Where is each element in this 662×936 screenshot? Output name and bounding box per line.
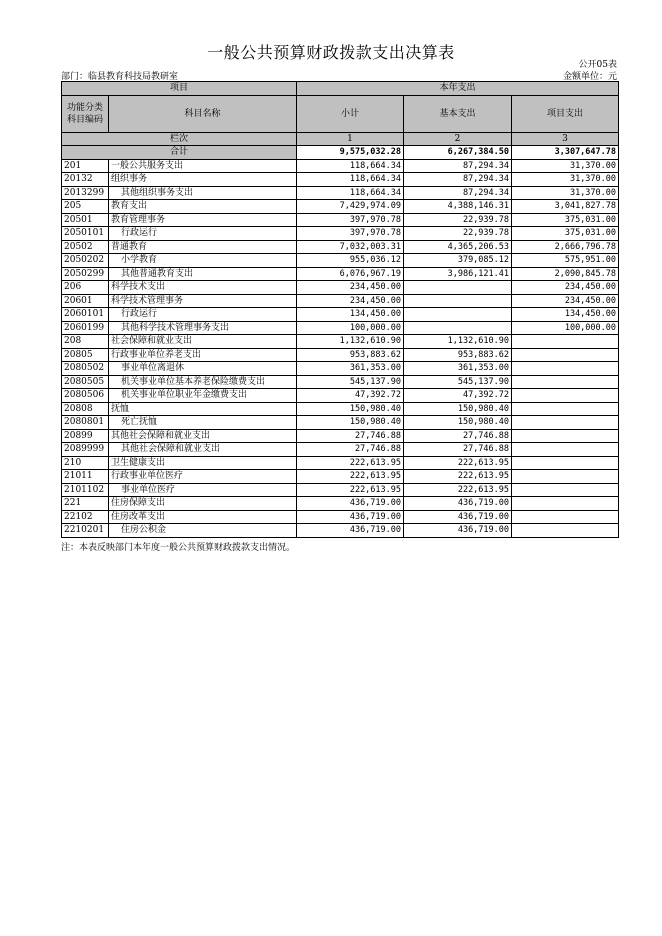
row-name: 住房保障支出 (109, 497, 297, 511)
row-project: 375,031.00 (512, 227, 619, 241)
row-code: 20805 (62, 348, 109, 362)
row-name: 教育支出 (109, 200, 297, 214)
row-project (512, 402, 619, 416)
row-basic: 1,132,610.90 (404, 335, 512, 349)
row-subtotal: 361,353.00 (297, 362, 404, 376)
row-basic: 87,294.34 (404, 159, 512, 173)
header-item: 项目 (62, 82, 297, 96)
department-label: 部门：临县教育科技局教研室 (61, 72, 179, 82)
row-code: 22102 (62, 510, 109, 524)
row-basic: 953,883.62 (404, 348, 512, 362)
row-subtotal: 397,970.78 (297, 227, 404, 241)
row-name: 抚恤 (109, 402, 297, 416)
row-subtotal: 150,980.40 (297, 416, 404, 430)
row-project: 575,951.00 (512, 254, 619, 268)
row-basic (404, 294, 512, 308)
row-project (512, 416, 619, 430)
row-basic: 436,719.00 (404, 497, 512, 511)
total-row (62, 146, 619, 160)
row-subtotal: 545,137.90 (297, 375, 404, 389)
row-name: 行政运行 (109, 227, 297, 241)
row-project (512, 456, 619, 470)
row-subtotal: 118,664.34 (297, 186, 404, 200)
row-name: 事业单位离退休 (109, 362, 297, 376)
row-name: 其他科学技术管理事务支出 (109, 321, 297, 335)
row-name: 教育管理事务 (109, 213, 297, 227)
row-name: 死亡抚恤 (109, 416, 297, 430)
row-code: 20501 (62, 213, 109, 227)
row-project: 31,370.00 (512, 159, 619, 173)
row-subtotal: 436,719.00 (297, 510, 404, 524)
table-row (62, 294, 619, 308)
row-name: 行政事业单位养老支出 (109, 348, 297, 362)
row-project: 234,450.00 (512, 294, 619, 308)
row-basic: 222,613.95 (404, 470, 512, 484)
table-row (62, 213, 619, 227)
row-project: 134,450.00 (512, 308, 619, 322)
row-name: 小学教育 (109, 254, 297, 268)
row-basic (404, 321, 512, 335)
row-subtotal: 7,429,974.09 (297, 200, 404, 214)
table-row (62, 240, 619, 254)
row-basic: 545,137.90 (404, 375, 512, 389)
table-row (62, 254, 619, 268)
row-basic: 379,085.12 (404, 254, 512, 268)
col-number-1: 1 (297, 132, 404, 146)
table-row (62, 443, 619, 457)
total-project: 3,307,647.78 (512, 146, 619, 160)
row-code: 2050299 (62, 267, 109, 281)
row-subtotal: 222,613.95 (297, 456, 404, 470)
total-basic: 6,267,384.50 (404, 146, 512, 160)
row-code: 210 (62, 456, 109, 470)
total-subtotal: 9,575,032.28 (297, 146, 404, 160)
row-basic: 87,294.34 (404, 173, 512, 187)
row-subtotal: 150,980.40 (297, 402, 404, 416)
row-name: 行政运行 (109, 308, 297, 322)
row-subtotal: 27,746.88 (297, 443, 404, 457)
row-subtotal: 6,076,967.19 (297, 267, 404, 281)
table-row (62, 267, 619, 281)
row-subtotal: 955,036.12 (297, 254, 404, 268)
row-name: 其他社会保障和就业支出 (109, 429, 297, 443)
row-project: 2,666,796.78 (512, 240, 619, 254)
row-code: 2013299 (62, 186, 109, 200)
row-subtotal: 118,664.34 (297, 159, 404, 173)
row-basic: 27,746.88 (404, 443, 512, 457)
row-subtotal: 100,000.00 (297, 321, 404, 335)
row-subtotal: 953,883.62 (297, 348, 404, 362)
row-project (512, 497, 619, 511)
footnote: 注：本表反映部门本年度一般公共预算财政拨款支出情况。 (61, 543, 296, 553)
table-row (62, 186, 619, 200)
row-basic: 3,986,121.41 (404, 267, 512, 281)
row-project (512, 483, 619, 497)
table-row (62, 375, 619, 389)
expenditure-table (61, 81, 619, 538)
table-row (62, 402, 619, 416)
table-row (62, 456, 619, 470)
form-number: 公开05表 (578, 60, 617, 70)
table-row (62, 524, 619, 538)
row-name: 行政事业单位医疗 (109, 470, 297, 484)
table-row (62, 281, 619, 295)
row-subtotal: 222,613.95 (297, 470, 404, 484)
row-subtotal: 234,450.00 (297, 294, 404, 308)
table-row (62, 416, 619, 430)
row-project: 100,000.00 (512, 321, 619, 335)
row-name: 普通教育 (109, 240, 297, 254)
row-basic: 361,353.00 (404, 362, 512, 376)
header-row-2 (62, 95, 619, 132)
col-number-2: 2 (404, 132, 512, 146)
row-code: 221 (62, 497, 109, 511)
row-project: 31,370.00 (512, 173, 619, 187)
row-project (512, 470, 619, 484)
table-row (62, 470, 619, 484)
row-project (512, 389, 619, 403)
row-basic: 87,294.34 (404, 186, 512, 200)
row-subtotal: 436,719.00 (297, 497, 404, 511)
row-subtotal: 134,450.00 (297, 308, 404, 322)
header-row-1 (62, 82, 619, 96)
column-number-label: 栏次 (62, 132, 297, 146)
row-project: 3,041,827.78 (512, 200, 619, 214)
row-code: 20808 (62, 402, 109, 416)
table-row (62, 321, 619, 335)
row-basic: 47,392.72 (404, 389, 512, 403)
row-code: 2080502 (62, 362, 109, 376)
row-basic: 22,939.78 (404, 213, 512, 227)
row-project (512, 429, 619, 443)
row-subtotal: 234,450.00 (297, 281, 404, 295)
header-subject-name: 科目名称 (109, 95, 297, 132)
row-basic: 436,719.00 (404, 524, 512, 538)
row-project (512, 510, 619, 524)
table-row (62, 429, 619, 443)
row-code: 2080801 (62, 416, 109, 430)
row-project (512, 443, 619, 457)
row-basic: 436,719.00 (404, 510, 512, 524)
row-code: 2080505 (62, 375, 109, 389)
row-project: 31,370.00 (512, 186, 619, 200)
row-code: 2050101 (62, 227, 109, 241)
row-basic: 222,613.95 (404, 483, 512, 497)
row-project (512, 348, 619, 362)
row-subtotal: 27,746.88 (297, 429, 404, 443)
row-basic (404, 308, 512, 322)
row-name: 事业单位医疗 (109, 483, 297, 497)
row-subtotal: 118,664.34 (297, 173, 404, 187)
row-code: 208 (62, 335, 109, 349)
table-row (62, 173, 619, 187)
table-row (62, 497, 619, 511)
row-project (512, 375, 619, 389)
row-basic (404, 281, 512, 295)
row-code: 2060101 (62, 308, 109, 322)
row-code: 205 (62, 200, 109, 214)
row-name: 住房改革支出 (109, 510, 297, 524)
row-project: 375,031.00 (512, 213, 619, 227)
row-basic: 150,980.40 (404, 416, 512, 430)
row-name: 科学技术管理事务 (109, 294, 297, 308)
row-code: 2080506 (62, 389, 109, 403)
row-name: 住房公积金 (109, 524, 297, 538)
row-project: 2,090,845.78 (512, 267, 619, 281)
row-subtotal: 1,132,610.90 (297, 335, 404, 349)
header-basic: 基本支出 (404, 95, 512, 132)
row-code: 2060199 (62, 321, 109, 335)
page-title: 一般公共预算财政拨款支出决算表 (207, 43, 455, 62)
table-row (62, 348, 619, 362)
table-row (62, 510, 619, 524)
row-basic: 4,388,146.31 (404, 200, 512, 214)
row-name: 社会保障和就业支出 (109, 335, 297, 349)
row-code: 20502 (62, 240, 109, 254)
table-row (62, 200, 619, 214)
row-code: 20899 (62, 429, 109, 443)
row-name: 其他社会保障和就业支出 (109, 443, 297, 457)
row-project (512, 524, 619, 538)
row-subtotal: 397,970.78 (297, 213, 404, 227)
table-row (62, 308, 619, 322)
row-code: 2210201 (62, 524, 109, 538)
row-basic: 150,980.40 (404, 402, 512, 416)
row-code: 20132 (62, 173, 109, 187)
row-name: 卫生健康支出 (109, 456, 297, 470)
row-name: 一般公共服务支出 (109, 159, 297, 173)
col-number-3: 3 (512, 132, 619, 146)
row-name: 组织事务 (109, 173, 297, 187)
row-name: 科学技术支出 (109, 281, 297, 295)
row-subtotal: 222,613.95 (297, 483, 404, 497)
row-code: 2089999 (62, 443, 109, 457)
header-subtotal: 小计 (297, 95, 404, 132)
row-name: 机关事业单位基本养老保险缴费支出 (109, 375, 297, 389)
row-code: 2050202 (62, 254, 109, 268)
row-basic: 22,939.78 (404, 227, 512, 241)
unit-label: 金额单位：元 (562, 72, 617, 82)
row-subtotal: 47,392.72 (297, 389, 404, 403)
row-basic: 27,746.88 (404, 429, 512, 443)
row-basic: 222,613.95 (404, 456, 512, 470)
column-number-row (62, 132, 619, 146)
row-code: 21011 (62, 470, 109, 484)
row-name: 机关事业单位职业年金缴费支出 (109, 389, 297, 403)
row-project (512, 335, 619, 349)
row-name: 其他普通教育支出 (109, 267, 297, 281)
row-basic: 4,365,206.53 (404, 240, 512, 254)
total-label: 合计 (62, 146, 297, 160)
row-subtotal: 7,032,003.31 (297, 240, 404, 254)
row-code: 206 (62, 281, 109, 295)
row-subtotal: 436,719.00 (297, 524, 404, 538)
table-row (62, 362, 619, 376)
table-row (62, 159, 619, 173)
row-name: 其他组织事务支出 (109, 186, 297, 200)
table-row (62, 389, 619, 403)
row-code: 2101102 (62, 483, 109, 497)
header-func-code: 功能分类科目编码 (62, 95, 109, 132)
header-current-year: 本年支出 (297, 82, 619, 96)
row-project (512, 362, 619, 376)
table-row (62, 335, 619, 349)
row-project: 234,450.00 (512, 281, 619, 295)
table-row (62, 483, 619, 497)
header-project: 项目支出 (512, 95, 619, 132)
row-code: 201 (62, 159, 109, 173)
row-code: 20601 (62, 294, 109, 308)
table-row (62, 227, 619, 241)
